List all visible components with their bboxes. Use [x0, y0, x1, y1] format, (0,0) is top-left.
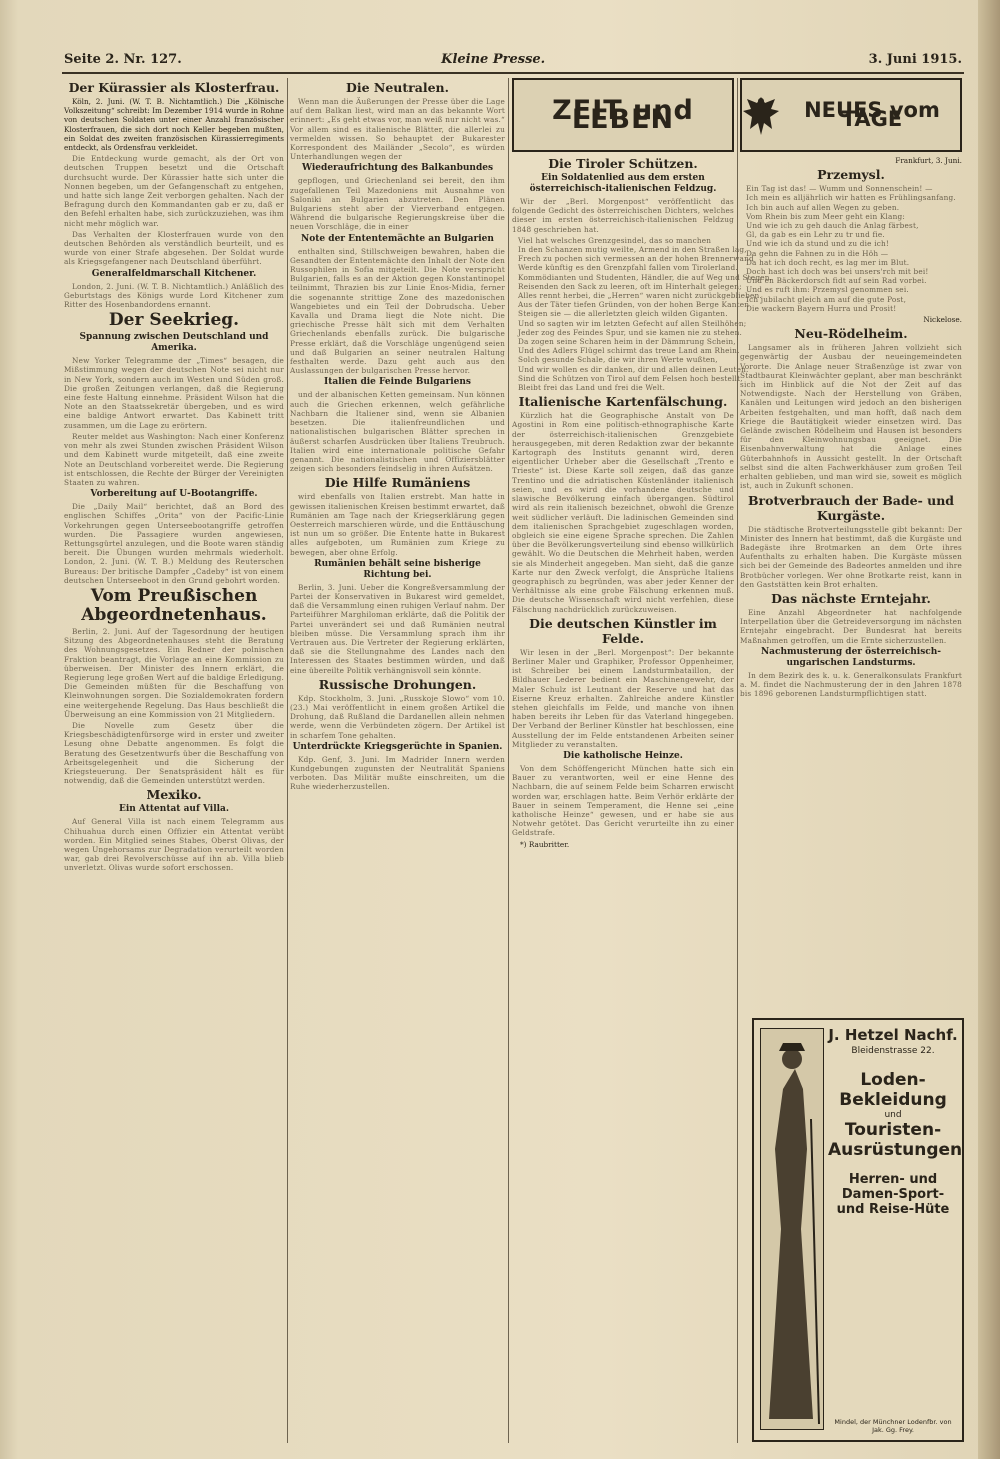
poem-text: Viel hat welsches Grenzgesindel, das so manchen In den Schanzen mutig weilte, Armend in den Straßen lag, Frech zu pochen sich vermessen an der hohen Brennerwand Werde künftig es den Grenzpfahl fallen vom Tirolerland. Kommödianten und Studenten, Händler, die auf Weg und Stegen, Reisenden den Sack zu leeren, oft im Hinterhalt gelegen; Alles rennt herbei, die „Herren“ waren nicht zurückgeblieben. Aus der Täter tiefen Gründen, von der hohen Berge Kanten Steigen sie — die allerletzten gleich wilden Giganten. Und so sagten wir im letzten Gefecht auf allen Steilhöhen; Jeder zog des Feindes Spur, und sie kamen nie zu stehen. Da zogen seine Scharen heim in der Dämmrung Schein, Und des Adlers Flügel schirmt das treue Land am Rhein. Solch gesunde Schale, die wir ihren Werte wußten, Und wir wollen es dir danken, dir und allen deinen Leuten. Sind die Schützen von Tirol auf dem Felsen hoch bestellt, Bleibt frei das Land und frei die Welt. — [518, 235, 773, 393]
column-1 — [64, 78, 284, 1438]
sub-heading: Note der Ententemächte an Bulgarien — [301, 233, 494, 244]
sub-heading: Vorbereitung auf U-Bootangriffe. — [90, 489, 258, 500]
body-text-texture: Wir lesen in der „Berl. Morgenpost“: Der bekannte Berliner Maler und Graphiker, Professor Oppenheimer, ist Schreiber bei einem Landsturmbataillon, der Bildhauer Lederer bedient ein Maschinengewehr, der Maler Schulz ist Leutnant der Reserve und hat das Eiserne Kreuz erhalten. Zahlreiche andere Künstler stehen gleichfalls im Felde, und manche von ihnen haben bereits ihr Leben für das Vaterland hingegeben. Der Verband der Berliner Künstler hat beschlossen, eine Ausstellung der im Felde entstandenen Arbeiten seiner Mitglieder zu veranstalten. — [512, 647, 734, 749]
body-text-texture: Kdp. Genf, 3. Juni. Im Madrider Innern werden Kundgebungen zugunsten der Neutralität Spaniens verboten. Das Militär mußte einschreiten, um die Ruhe wiederherzustellen. — [290, 754, 505, 792]
column-divider — [287, 78, 288, 1443]
sub-heading: Spannung zwischen Deutschland und Amerika. — [79, 332, 269, 354]
sub-heading: Generalfeldmarschall Kitchener. — [91, 268, 257, 279]
article-heading: Die deutschen Künstler im Felde. — [529, 615, 717, 646]
poem-text: Ein Tag ist das! — Wumm und Sonnenschein! — Ich mein es alljährlich wir hatten es Frühlingsanfang. Ich bin auch auf allen Wegen zu geben. Vom Rhein bis zum Meer geht ein Klang: Und wie ich zu geh dauch die Anlag färbest, Gl, da gab es ein Lehr zu tr und fie. Und wie ich da stund und zu die ich! Da gehn die Fahnen zu in die Höh — Da hat ich doch recht, es lag mer im Blut. Doch hast ich doch was bei unsers'rch mit bei! Und en Bäckerdorsch fidt auf sein Rad vorbei. Und es ruft ihm: Przemysl genommen sei. Ich jubilacht gleich am auf die gute Post, Die wackern Bayern Hurra und Prosit! — [746, 184, 956, 313]
article-heading: Brotverbrauch der Bade- und Kurgäste. — [747, 492, 955, 523]
ad-line-2: Touristen-Ausrüstungen — [828, 1120, 963, 1160]
neues-vom-tage-logo: NEUES vom TAGE — [740, 78, 962, 152]
body-text-texture: Die städtische Brotverteilungsstelle gibt bekannt: Der Minister des Innern hat bestimmt, daß die Kurgäste und Badegäste ihre Brotmarken an dem Orte ihres Aufenthalts zu erhalten haben. Die Kurgäste müssen sich bei der Gemeinde des Badeortes anmelden und ihre Brotbücher vorlegen. Wer ohne Brotkarte reist, kann in den Gaststätten kein Brot erhalten. — [740, 524, 962, 589]
body-text-texture: Die „Daily Mail“ berichtet, daß an Bord des englischen Schiffes „Orita“ von der Pacific-Linie Vorkehrungen gegen Unterseebootangriffe getroffen wurden. Die Passagiere wurden angewiesen, Rettungsgürtel anzulegen, und die Boote waren ständig bereit. Die Übungen wurden mehrmals wiederholt. London, 2. Juni. (W. T. B.) Meldung des Reuterschen Bureaus: Der britische Dampfer „Cadeby“ ist von einem deutschen Unterseeboot in den Grund gebohrt worden. — [64, 502, 284, 585]
body-text-texture: New Yorker Telegramme der „Times“ besagen, die Mißstimmung wegen der deutschen Note sei nicht nur in New York, sondern auch im Westen und Süden groß. Die großen Zeitungen verlangen, daß die Regierung eine feste Haltung einnehme. Präsident Wilson hat die Note an den Staatssekretär übergeben, und es wird eine baldige Antwort erwartet. Das Kabinett tritt zusammen, um die Lage zu erörtern. — [64, 356, 284, 430]
page-header — [64, 48, 962, 70]
dateline: Frankfurt, 3. Juni. — [895, 156, 962, 165]
body-text-texture: Reuter meldet aus Washington: Nach einer Konferenz von mehr als zwei Stunden zwischen Präsident Wilson und dem Kabinett wurde mitgeteilt, daß eine zweite Note an Deutschland vorbereitet werde. Die Regierung ist entschlossen, die Rechte der Bürger der Vereinigten Staaten zu wahren. — [64, 431, 284, 487]
poem-subheading: Ein Soldatenlied aus dem ersten österreichisch-italienischen Feldzug. — [529, 173, 717, 194]
body-text-texture: Die Entdeckung wurde gemacht, als der Ort von deutschen Truppen besetzt und die Ortschaft durchsucht wurde. Der Kürassier hatte sich unter die Nonnen begeben, um der Gefangenschaft zu entgehen, und hatte sich lange Zeit verborgen gehalten. Nach der Befragung durch den Kommandanten gab er zu, daß er den Befehl erhalten habe, sich zurückzuziehen, was ihm nicht mehr möglich war. — [64, 154, 284, 228]
section-heading: Mexiko. — [146, 787, 202, 803]
sub-heading: Ein Attentat auf Villa. — [118, 804, 230, 815]
body-text-texture: und der albanischen Ketten gemeinsam. Nun können auch die Griechen erkennen, welch gefährliche Nachbarn die Italiener sind, wenn sie Albanien besetzen. Die italienfreundlichen und nationalistischen bulgarischen Blätter sprechen in äußerst scharfen Ausdrücken über Italiens Treubruch. Italien wird eine internationale politische Gefahr genannt. Die nationalistischen und Offiziersblätter zeigen sich besonders feindselig in ihren Aufsätzen. — [290, 390, 505, 474]
ad-line-3: Herren- und Damen-Sport- und Reise-Hüte — [836, 1172, 950, 1217]
body-text-texture: Von dem Schöffengericht München hatte sich ein Bauer zu verantworten, weil er eine Henne des Nachbarn, die auf seinem Felde beim Scharren erwischt worden war, erschlagen hatte. Beim Verhör erklärte der Bauer in seinem Temperament, die Henne sei „eine katholische Heinze“ gewesen, und er habe sie aus Notwehr getötet. Das Gericht verurteilte ihn zu einer Geldstrafe. — [512, 763, 734, 838]
hiker-illustration — [760, 1028, 824, 1430]
body-text-texture: Berlin, 3. Juni. Ueber die Kongreßversammlung der Partei der Konservativen in Bukarest wird gemeldet, daß die Versammlung einen ruhigen Verlauf nahm. Der Parteiführer Marghiloman erklärte, daß die Politik der Partei unverändert sei und daß Rumänien neutral bleiben müsse. Die Versammlung sprach ihm ihr Vertrauen aus. Die Vertreter der Regierung erklärten, daß sie die Stellungnahme des Landes nach den Interessen des Staates bestimmen würden, und daß eine übereilte Politik verhängnisvoll sein könnte. — [290, 582, 505, 675]
article-heading: Neu-Rödelheim. — [794, 326, 908, 342]
body-text-texture: enthalten sind, Stillschweigen bewahren, haben die Gesandten der Ententemächte den Inhalt der Note den Russophilen in Sofia mitgeteilt. Die Note verspricht Bulgarien, falls es an der Aktion gegen Konstantinopel teilnimmt, Thrazien bis zur Linie Enos-Midia, ferner die sogenannte strittige Zone des mazedonischen Wangebietes und ein Teil der Dobrudscha. Ueber Kavalla und Drama liegt die Note nicht. Die griechische Presse hält sich mit dem Verhalten Griechenlands ebenfalls zurück. Die bulgarische Presse erklärt, daß die Vorschläge ungenügend seien und daß Bulgarien an seiner neutralen Haltung festhalten werde. Dazu geht auch aus den Auslassungen der bulgarischen Presse hervor. — [290, 246, 505, 376]
body-text-texture: Eine Anzahl Abgeordneter hat nachfolgende Interpellation über die Getreideversorgung im nächsten Erntejahr eingebracht. Der Bundesrat hat bereits Maßnahmen getroffen, um die Ernte sicherzustellen. — [740, 607, 962, 645]
body-text-texture: Berlin, 2. Juni. Auf der Tagesordnung der heutigen Sitzung des Abgeordnetenhauses steht die Beratung des Wohnungsgesetzes. Ein Redner der polnischen Fraktion beantragt, die Vorlage an eine Kommission zu überweisen. Der Minister des Innern erklärt, die Regierung lege großen Wert auf die baldige Erledigung. Die Gemeinden müßten für die Beschaffung von Kleinwohnungen sorgen. Die Sozialdemokraten fordern eine weitergehende Regelung. Das Haus beschließt die Überweisung an eine Kommission von 21 Mitgliedern. — [64, 626, 284, 719]
poem-heading: Przemysl. — [817, 167, 885, 183]
body-text-texture: Langsamer als in früheren Jahren vollzieht sich gegenwärtig der Ausbau der neueingemeindeten Vororte. Die Anlage neuer Straßenzüge ist zwar von Stadtbaurat Kleinwächter geplant, aber man beschränkt sich im Hinblick auf die Not der Zeit auf das Notwendigste. Nach der Herstellung von Gräben, Kanälen und Leitungen wird jedoch an den bisherigen Arbeiten festgehalten, und man hofft, daß nach dem Kriege die Bautätigkeit wieder einsetzen wird. Das Gelände zwischen Rödelheim und Hausen ist besonders für den Kleinwohnungsbau geeignet. Die Eisenbahnverwaltung hat die Anlage eines Güterbahnhofs in Aussicht gestellt. In der Ortschaft selbst sind die alten Fachwerkhäuser zum großen Teil erhalten geblieben, und man wird sie, soweit es möglich ist, auch in Zukunft schonen. — [740, 343, 962, 491]
ad-firm-name: J. Hetzel Nachf. — [828, 1026, 958, 1044]
sub-heading: Die katholische Heinze. — [563, 750, 683, 761]
zeit-und-leben-logo: ZEIT und LEBEN — [512, 78, 734, 152]
paper-name: Kleine Presse. — [441, 52, 546, 67]
header-rule — [62, 72, 964, 74]
body-text-texture: Kürzlich hat die Geographische Anstalt von De Agostini in Rom eine politisch-ethnographische Karte der österreichisch-italienischen Grenzgebiete herausgegeben, mit deren Redaktion zwar der bekannte Kartograph des Instituts genannt wird, deren eigentlicher Urheber aber die Gesellschaft „Trento e Trieste“ ist. Diese Karte soll zeigen, daß das ganze Trentino und die adriatischen Küstenländer italienisch seien, und es wird die vorhandene deutsche und slawische Bevölkerung einfach übergangen. Südtirol wird als rein italienisch bezeichnet, obwohl die Grenze weit südlicher verläuft. Die ladinischen Gemeinden sind dem italienischen Sprachgebiet zugeschlagen worden, obgleich sie eine eigene Sprache sprechen. Die Zahlen über die Bevölkerungsverteilung sind ebenso willkürlich gewählt. Wo die Deutschen die Mehrheit haben, werden sie als Minderheit angegeben. Man sieht, daß die ganze Karte nur den Zweck verfolgt, die Ansprüche Italiens geographisch zu begründen, was aber jeder Kenner der Verhältnisse als eine grobe Fälschung erkennen muß. Die deutsche Wissenschaft wird nicht verfehlen, diese Fälschung nachdrücklich zurückzuweisen. — [512, 411, 734, 614]
ad-address: Bleidenstrasse 22. — [851, 1046, 935, 1056]
footnote: *) Raubritter. — [520, 839, 570, 849]
ad-footer: Mindel, der Münchner Lodenfbr. von Jak. Gg. Frey. — [834, 1418, 952, 1434]
article-heading: Die Hilfe Rumäniens — [324, 475, 471, 491]
sub-heading: Italien die Feinde Bulgariens — [324, 377, 471, 388]
page-number: Seite 2. Nr. 127. — [64, 52, 182, 67]
section-heading: Vom Preußischen Abgeordnetenhaus. — [81, 585, 267, 625]
sub-heading: Rumänien behält seine bisherige Richtung bei. — [314, 558, 481, 580]
sub-heading: Wiederaufrichtung des Balkanbundes — [301, 163, 494, 174]
column-3 — [512, 78, 773, 1438]
article-heading: Die Neutralen. — [346, 80, 449, 95]
body-text-texture: Das Verhalten der Klosterfrauen wurde von den deutschen Behörden als verständlich beurteilt, und es wurde von einer Strafe abgesehen. Der Soldat wurde als Kriegsgefangener nach Deutschland überführt. — [64, 229, 284, 267]
poem-heading: Die Tiroler Schützen. — [548, 156, 698, 171]
article-heading: Das nächste Erntejahr. — [771, 590, 931, 606]
article-heading: Italienische Kartenfälschung. — [518, 394, 728, 410]
advertisement-hetzel — [752, 1018, 964, 1442]
column-2 — [290, 78, 505, 1438]
sub-heading: Unterdrückte Kriegsgerüchte in Spanien. — [292, 741, 503, 752]
body-text-texture: Auf General Villa ist nach einem Telegramm aus Chihuahua durch einen Offizier ein Attentat verübt worden. Ein Mitglied seines Stabes, Oberst Olivas, der wegen Ungehorsams zur Degradation verurteilt worden war, gab drei Revolverschüsse auf ihn ab. Villa blieb unverletzt. Olivas wurde sofort erschossen. — [64, 817, 284, 873]
article-text: Köln, 2. Juni. (W. T. B. Nichtamtlich.) Die „Kölnische Volkszeitung“ schreibt: Im Dezember 1914 wurde in Rohne von deutschen Soldaten unter einer Anzahl französischer Klosterfrauen, die sich dort noch Keller begeben mußten, ein Soldat des zweiten französischen Kürassierregiments entdeckt, als Ordensfrau verkleidet. — [64, 97, 284, 153]
ad-and: und — [884, 1110, 902, 1120]
body-text-texture: Die Novelle zum Gesetz über die Kriegsbeschädigtenfürsorge wird in erster und zweiter Lesung ohne Debatte angenommen. Es folgt die Beratung des Gesetzentwurfs über die Beschaffung von Arbeitsgelegenheit und die Sicherung der Kriegsteuerung. Der Senatspräsident hält es für notwendig, daß die Gemeinden unterstützt werden. — [64, 720, 284, 786]
body-text-texture: Kdp. Stockholm, 3. Juni. „Russkoje Slowo“ vom 10. (23.) Mai veröffentlicht in einem großen Artikel die Drohung, daß Rußland die Dardanellen allein nehmen werde, wenn die Verbündeten zögern. Der Artikel ist in scharfem Tone gehalten. — [290, 693, 505, 740]
poem-signature: Nickelose. — [923, 315, 962, 325]
ad-line-1: Loden-Bekleidung — [839, 1070, 947, 1110]
body-text-texture: London, 2. Juni. (W. T. B. Nichtamtlich.) Anläßlich des Geburtstags des Königs wurde Lord Kitchener zum Ritter des Hosenbandordens ernannt. — [64, 281, 284, 310]
page-edge — [978, 0, 1000, 1459]
body-text-texture: wird ebenfalls von Italien erstrebt. Man hatte in gewissen italienischen Kreisen bestimmt erwartet, daß Rumänien am Tage nach der Kriegserklärung gegen Oesterreich marschieren würde, und die Enttäuschung ist nun um so größer. Die Entente hatte in Bukarest alles aufgeboten, um Rumänien zum Kriege zu bewegen, aber ohne Erfolg. — [290, 492, 505, 557]
body-text-texture: Wenn man die Äußerungen der Presse über die Lage auf dem Balkan liest, wird man an das bekannte Wort erinnert: „Es geht etwas vor, man weiß nur nicht was.“ Vor allem sind es italienische Blätter, die allerlei zu vermelden wissen. So behauptet der Bukarester Korrespondent des Mailänder „Secolo“, es würden Unterhandlungen wegen der — [290, 97, 505, 162]
sub-heading: Nachmusterung der österreichisch-ungarischen Landsturms. — [760, 646, 942, 668]
eagle-icon — [742, 93, 780, 137]
body-text-texture: Wir der „Berl. Morgenpost“ veröffentlicht das folgende Gedicht des österreichischen Dichters, welches dieser im ersten österreichisch-italienischen Feldzug 1848 geschrieben hat. — [512, 197, 734, 234]
section-heading: Der Seekrieg. — [108, 310, 240, 331]
body-text-texture: gepflogen, und Griechenland sei bereit, den ihm zugefallenen Teil Mazedoniens mit Ausnahme von Saloniki an Bulgarien abzutreten. Den Plänen Bulgariens steht aber der Vierverband entgegen. Während die bulgarische Regierungskreise über die neuen Vorschläge, die in einer — [290, 176, 505, 232]
column-divider — [508, 78, 509, 1443]
body-text-texture: In dem Bezirk des k. u. k. Generalkonsulats Frankfurt a. M. findet die Nachmusterung der in den Jahren 1878 bis 1896 geborenen Landsturmpflichtigen statt. — [740, 670, 962, 699]
ad-text — [828, 1026, 963, 1217]
article-heading: Der Kürassier als Klosterfrau. — [68, 80, 280, 95]
article-heading: Russische Drohungen. — [318, 676, 477, 692]
issue-date: 3. Juni 1915. — [868, 52, 962, 67]
